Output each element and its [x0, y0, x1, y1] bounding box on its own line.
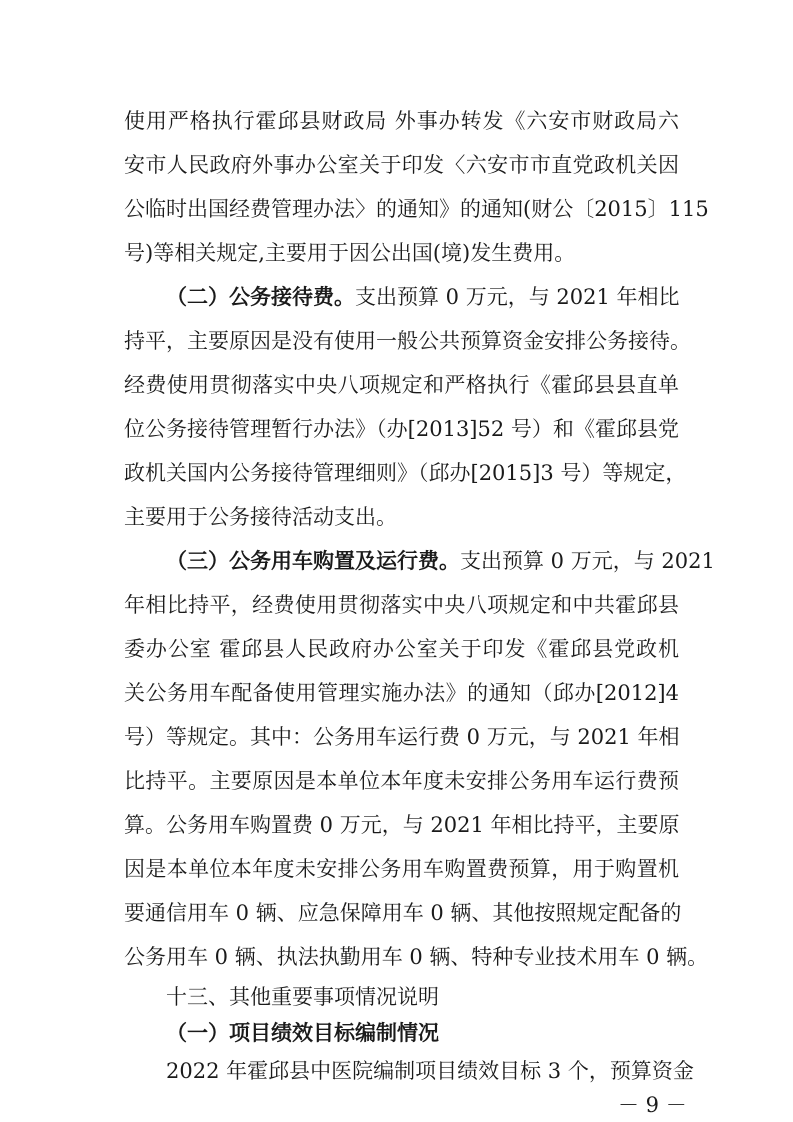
text-span: 支出预算 0 万元，与 2021 — [460, 549, 715, 573]
text-line: 委办公室 霍邱县人民政府办公室关于印发《霍邱县党政机 — [124, 637, 679, 661]
text-line: 关公务用车配备使用管理实施办法》的通知（邱办[2012]4 — [124, 681, 679, 705]
text-line: 政机关国内公务接待管理细则》（邱办[2015]3 号）等规定， — [124, 461, 687, 485]
reception-heading: （二）公务接待费。 — [166, 285, 355, 309]
text-line: 年相比持平，经费使用贯彻落实中央八项规定和中共霍邱县 — [124, 593, 679, 617]
text-line: 算。公务用车购置费 0 万元，与 2021 年相比持平，主要原 — [124, 813, 680, 837]
text-line: 号)等相关规定,主要用于因公出国(境)发生费用。 — [124, 241, 576, 265]
text-line: 位公务接待管理暂行办法》（办[2013]52 号）和《霍邱县党 — [124, 417, 679, 441]
text-line: 因是本单位本年度未安排公务用车购置费预算，用于购置机 — [124, 857, 679, 881]
section-heading: 十三、其他重要事项情况说明 — [166, 985, 439, 1009]
text-line: 公务用车 0 辆、执法执勤用车 0 辆、特种专业技术用车 0 辆。 — [124, 945, 709, 969]
page-number: － 9 － — [618, 1093, 687, 1117]
text-line: 2022 年霍邱县中医院编制项目绩效目标 3 个，预算资金 — [166, 1059, 694, 1083]
text-line: 要通信用车 0 辆、应急保障用车 0 辆、其他按照规定配备的 — [124, 901, 682, 925]
text-line: 使用严格执行霍邱县财政局 外事办转发《六安市财政局六 — [124, 109, 679, 133]
text-line: 比持平。主要原因是本单位本年度未安排公务用车运行费预 — [124, 769, 679, 793]
vehicle-heading: （三）公务用车购置及运行费。 — [166, 549, 460, 573]
text-line: 主要用于公务接待活动支出。 — [124, 505, 397, 529]
text-line: 安市人民政府外事办公室关于印发〈六安市市直党政机关因 — [124, 153, 679, 177]
subsection-heading: （一）项目绩效目标编制情况 — [166, 1021, 439, 1045]
text-line: 号）等规定。其中：公务用车运行费 0 万元，与 2021 年相 — [124, 725, 680, 749]
text-line: 经费使用贯彻落实中央八项规定和严格执行《霍邱县县直单 — [124, 373, 679, 397]
text-span: 支出预算 0 万元，与 2021 年相比 — [355, 285, 680, 309]
reception-first-line — [166, 282, 679, 312]
text-line: 持平，主要原因是没有使用一般公共预算资金安排公务接待。 — [124, 329, 691, 353]
vehicle-first-line — [166, 546, 715, 576]
text-line: 公临时出国经费管理办法〉的通知》的通知(财公〔2015〕115 — [124, 197, 709, 221]
